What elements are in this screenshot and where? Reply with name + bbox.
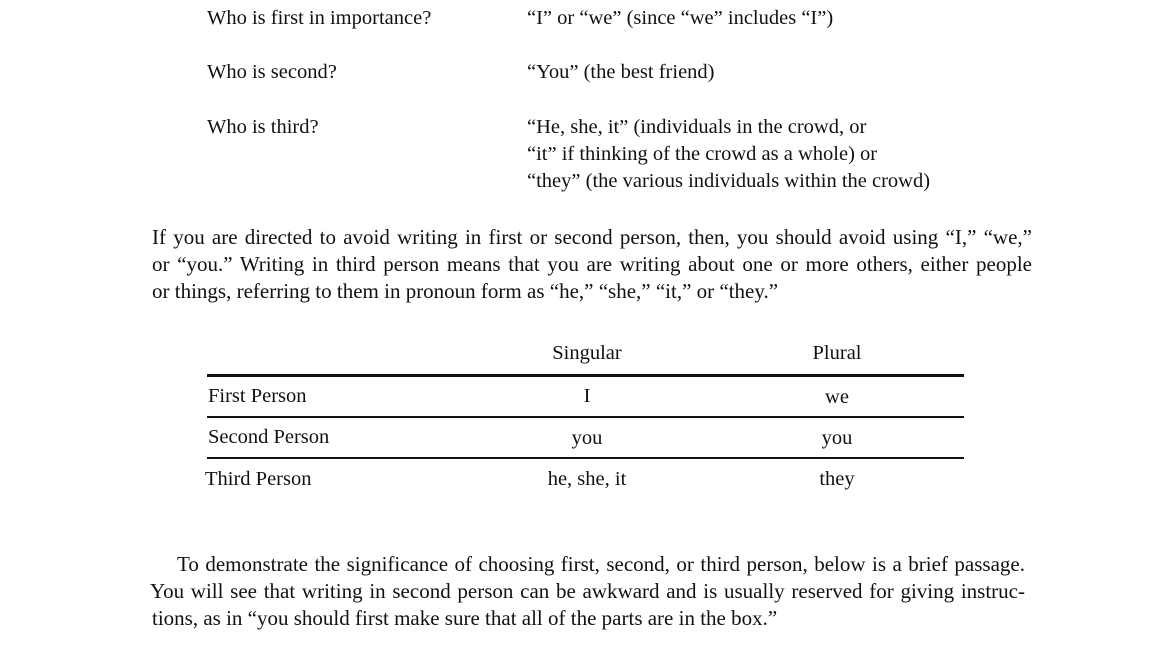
paragraph-line: To demonstrate the significance of choosing first, second, or third person, below is a brief passage. [177,552,1025,576]
paragraph-line: tions, as in “you should first make sure that all of the parts are in the box.” [152,606,778,630]
row-label-second-person: Second Person [208,426,330,448]
cell-second-plural: you [821,427,853,449]
paragraph-demonstration [150,551,1025,632]
cell-third-plural: they [819,468,855,490]
paragraph-line: or “you.” Writing in third person means that you are writing about one or more others, either people [152,252,1032,276]
question-first: Who is first in importance? [207,7,432,29]
cell-second-singular: you [571,427,603,449]
cell-first-singular: I [583,385,591,407]
column-header-singular: Singular [552,342,622,364]
paragraph-line: or things, referring to them in pronoun form as “he,” “she,” “it,” or “they.” [152,279,779,303]
paragraph-third-person [152,224,1032,305]
table-row-rule [207,457,964,459]
answer-third-line-2: “it” if thinking of the crowd as a whole) or [527,143,878,165]
cell-third-singular: he, she, it [547,468,627,490]
table-header-rule [207,374,964,377]
paragraph-line: If you are directed to avoid writing in first or second person, then, you should avoid using “I,” “we,” [152,225,1032,249]
question-third: Who is third? [207,116,319,138]
column-header-plural: Plural [812,342,862,364]
answer-third-line-3: “they” (the various individuals within the crowd) [527,170,931,192]
cell-first-plural: we [825,386,849,408]
answer-third-line-1: “He, she, it” (individuals in the crowd, or [527,116,867,138]
question-second: Who is second? [207,61,337,83]
answer-first: “I” or “we” (since “we” includes “I”) [527,7,834,29]
table-row-rule [207,416,964,418]
answer-second: “You” (the best friend) [527,61,715,83]
row-label-third-person: Third Person [205,468,312,490]
paragraph-line: You will see that writing in second person can be awkward and is usually reserved for giving instruc- [150,579,1025,603]
row-label-first-person: First Person [208,385,307,407]
